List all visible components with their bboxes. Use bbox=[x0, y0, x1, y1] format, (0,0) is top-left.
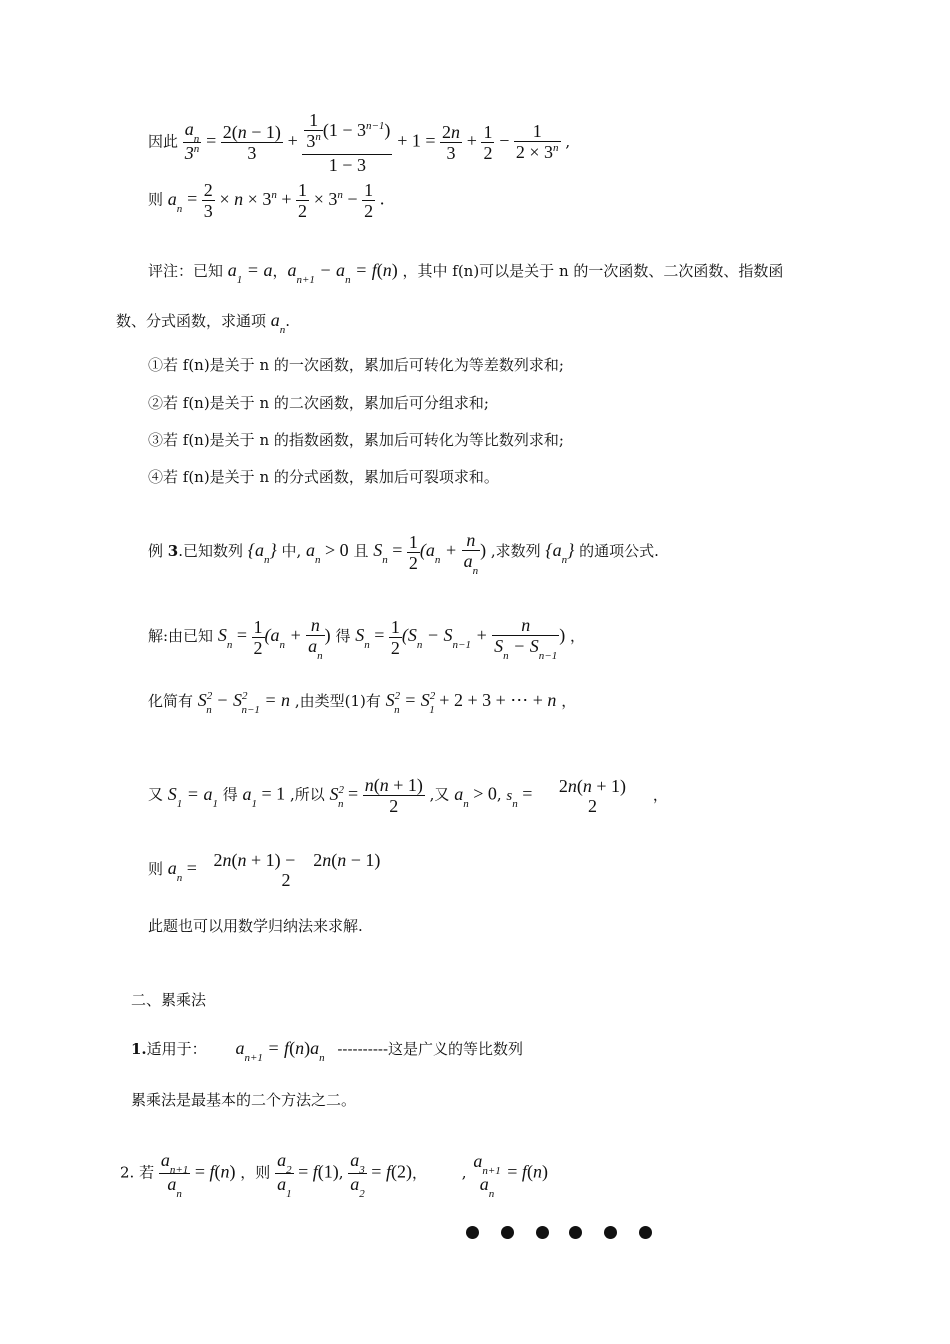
fraction: $\frac{n}{a_n}$ bbox=[308, 615, 323, 662]
math: $a_n$ bbox=[306, 540, 321, 566]
ex3-number: 3 bbox=[167, 542, 179, 560]
note-end: . bbox=[285, 312, 291, 330]
math: ， bbox=[272, 262, 288, 280]
math: × $n \times 3^n$ + bbox=[219, 188, 296, 209]
also-end: ， bbox=[652, 785, 668, 804]
fraction: $\frac{n}{S_n - S_{n-1}}$ bbox=[494, 615, 558, 662]
math: = 1 bbox=[257, 783, 286, 804]
math: $a_n$ bbox=[167, 858, 183, 884]
list-item-1: ①若 f(n)是关于 n 的一次函数，累加后可转化为等差数列求和; bbox=[148, 356, 564, 374]
math: = bbox=[343, 783, 363, 804]
dot bbox=[569, 1226, 582, 1239]
fraction: $\frac{1}{3^n}$ $(1 - 3^{n-1})$ 1 − 3 bbox=[302, 110, 392, 175]
ex3-b: 中, bbox=[281, 542, 302, 560]
math: . bbox=[379, 188, 385, 209]
list-item-2: ②若 f(n)是关于 n 的二次函数，累加后可分组求和; bbox=[148, 394, 489, 412]
note-cont: 数、分式函数，求通项 bbox=[116, 312, 267, 330]
fraction: $\frac{a_n}{3^n}$ bbox=[183, 119, 202, 166]
math: $a_{n+1} - a_n = f$ bbox=[287, 260, 377, 286]
sol-end: ， bbox=[570, 627, 586, 645]
apply-number: 1. bbox=[131, 1040, 147, 1058]
list-item-3: ③若 f(n)是关于 n 的指数函数，累加后可转化为等比数列求和; bbox=[148, 431, 564, 449]
fraction: $\frac{1}{2}$ bbox=[390, 616, 400, 658]
math: $\{a_n\}$ bbox=[545, 540, 575, 566]
also-c: ,又 bbox=[429, 785, 450, 804]
math: ($S_n - S_{n-1}$ + bbox=[401, 625, 493, 651]
math: ) bbox=[559, 625, 566, 645]
fraction: $\frac{1}{2}$ bbox=[408, 531, 418, 573]
two-comma: , bbox=[338, 1163, 344, 1182]
sol-prefix: 解:由已知 bbox=[148, 627, 214, 645]
fraction: 2n(n + 1) − 2n(n − 1) 2 bbox=[213, 850, 381, 890]
note-line bbox=[148, 260, 784, 286]
fraction: $\frac{a_2}{a_1}$ bbox=[277, 1150, 292, 1200]
math: $s_n$ bbox=[506, 787, 518, 810]
fraction: $\frac{1}{2}$ bbox=[364, 180, 374, 221]
section-heading: 二、累乘法 bbox=[131, 991, 207, 1009]
math: − bbox=[499, 130, 514, 151]
fraction: 2n(n + 1) 2 bbox=[558, 775, 627, 816]
note-line-cont bbox=[116, 310, 291, 336]
math: = bbox=[182, 858, 202, 878]
math: = f(n) bbox=[190, 1161, 236, 1182]
math: × $3^n$ − bbox=[313, 188, 363, 209]
dot bbox=[466, 1226, 479, 1239]
math: + 1 = bbox=[397, 130, 441, 151]
math: $a_n$ bbox=[454, 783, 469, 810]
simp-mid: ,由类型(1)有 bbox=[294, 692, 381, 710]
math: $S_n$ bbox=[217, 625, 233, 651]
dot bbox=[639, 1226, 652, 1239]
simp-end: ， bbox=[561, 692, 577, 710]
also-a: 得 bbox=[222, 785, 238, 804]
math: > 0 bbox=[320, 540, 349, 560]
math: = bbox=[187, 188, 202, 209]
math: = bbox=[232, 625, 252, 645]
two-comma2: , bbox=[461, 1163, 467, 1182]
math: (n) bbox=[289, 1038, 311, 1058]
text-prefix: 则 bbox=[148, 190, 164, 209]
also-d: , bbox=[496, 785, 502, 804]
fraction: $a_{n+1}$ $a_n$ bbox=[473, 1150, 501, 1200]
also-line bbox=[148, 775, 668, 816]
ex3-d: ,求数列 bbox=[490, 542, 541, 560]
math: $a_n$ bbox=[310, 1038, 325, 1064]
dot bbox=[604, 1226, 617, 1239]
two-label: 2. 若 bbox=[120, 1163, 155, 1182]
math: $S^2_n$ bbox=[329, 783, 345, 810]
fraction: $\frac{2n}{3}$ bbox=[442, 122, 461, 163]
math: (n) bbox=[376, 260, 398, 280]
then-line bbox=[148, 850, 382, 890]
sol-mid: 得 bbox=[335, 627, 351, 645]
math: + bbox=[287, 130, 303, 151]
math: $S^2_n = S^2_1$ bbox=[385, 690, 436, 716]
math: ) bbox=[480, 540, 487, 560]
math: = bbox=[369, 625, 389, 645]
math: ($a_n$ + bbox=[419, 540, 462, 566]
solution-line bbox=[148, 615, 586, 662]
fraction: $\frac{1}{2}$ bbox=[297, 180, 307, 221]
math: > 0 bbox=[468, 783, 497, 804]
list-item-4: ④若 f(n)是关于 n 的分式函数，累加后可裂项求和。 bbox=[148, 468, 499, 486]
note-mid: ，其中 f(n)可以是关于 n 的一次函数、二次函数、指数函 bbox=[402, 262, 784, 280]
note-prefix: 评注：已知 bbox=[148, 262, 224, 280]
math: $a_1$ bbox=[242, 783, 258, 810]
item-2-line bbox=[120, 1150, 548, 1200]
text-prefix: 因此 bbox=[148, 132, 179, 151]
fraction: $\frac{a_{n+1}}{a_n}$ bbox=[160, 1150, 189, 1200]
math: $a_n$ bbox=[270, 310, 286, 336]
two-mid: ，则 bbox=[240, 1163, 271, 1182]
fraction: $\frac{1}{2}$ bbox=[483, 122, 493, 163]
also-b: ,所以 bbox=[289, 785, 325, 804]
math: $a_1 = a$ bbox=[227, 260, 273, 286]
fraction: $\frac{n}{a_n}$ bbox=[463, 530, 479, 577]
basic-note: 累乘法是最基本的二个方法之二。 bbox=[131, 1091, 357, 1109]
ex3-c: 且 bbox=[353, 542, 369, 560]
apply-tail: ----------这是广义的等比数列 bbox=[337, 1040, 524, 1058]
formula-line-2 bbox=[148, 180, 384, 221]
ex3-label: 例 bbox=[148, 542, 168, 560]
math: $S_n$ bbox=[355, 625, 370, 651]
simplify-line bbox=[148, 690, 577, 716]
math: $a_{n+1} = f$ bbox=[235, 1038, 290, 1064]
apply-label: 适用于： bbox=[146, 1040, 207, 1058]
induction-note: 此题也可以用数学归纳法来求解. bbox=[148, 917, 363, 935]
dot bbox=[536, 1226, 549, 1239]
simp-prefix: 化简有 bbox=[148, 692, 194, 710]
math: , bbox=[565, 132, 571, 151]
math: $\{a_n\}$ bbox=[247, 540, 277, 566]
apply-line bbox=[131, 1038, 524, 1064]
ex3-a: .已知数列 bbox=[178, 542, 243, 560]
fraction: $\frac{2(n - 1)}{3}$ bbox=[222, 122, 281, 163]
example-3-line bbox=[148, 530, 659, 577]
also-prefix: 又 bbox=[148, 785, 164, 804]
math: $S_n$ bbox=[373, 540, 388, 566]
math: ($a_n$ + bbox=[264, 625, 307, 651]
two-gap: ， bbox=[411, 1163, 427, 1182]
math: = f(2) bbox=[366, 1161, 412, 1182]
math: $S_1 = a_1$ bbox=[167, 783, 218, 810]
ex3-e: 的通项公式. bbox=[579, 542, 659, 560]
math: = bbox=[387, 540, 407, 560]
math: = bbox=[206, 130, 221, 151]
fraction: $\frac{a_3}{a_2}$ bbox=[350, 1150, 365, 1200]
math: = bbox=[517, 783, 537, 804]
math: + 2 + 3 + ⋯ + n bbox=[434, 690, 557, 710]
math: + bbox=[466, 130, 482, 151]
formula-line-1 bbox=[148, 110, 570, 175]
dot bbox=[501, 1226, 514, 1239]
math: $S^2_n - S^2_{n-1} = n$ bbox=[197, 690, 291, 716]
fraction: $\frac{1}{2}$ bbox=[253, 616, 263, 658]
fraction: $\frac{1}{2 \times 3^n}$ bbox=[514, 121, 561, 165]
math: ) bbox=[324, 625, 331, 645]
math: $a_n$ bbox=[167, 188, 183, 215]
math: = f(1) bbox=[293, 1161, 339, 1182]
math: = f(n) bbox=[502, 1161, 548, 1182]
fraction: $\frac{n(n + 1)}{2}$ bbox=[364, 775, 423, 816]
ellipsis-dots bbox=[462, 1226, 662, 1246]
then-prefix: 则 bbox=[148, 860, 164, 878]
fraction: $\frac{2}{3}$ bbox=[203, 180, 213, 221]
